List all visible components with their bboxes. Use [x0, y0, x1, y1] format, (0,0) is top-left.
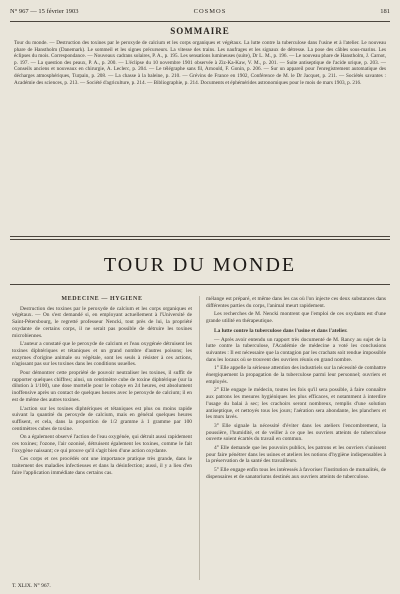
- paragraph: Les recherches de M. Nencki montrent que l'emploi de ces oxydants est d'une grande utilité en thérapeutique.: [206, 311, 386, 325]
- tour-du-monde-title: TOUR DU MONDE: [103, 254, 297, 276]
- paragraph: 4° Elle demande que les pouvoirs publics, les patrons et les ouvriers s'unissent pour faire pénétrer dans les usines et ateliers les notions d'hygiène indispensables à la préservation de la santé des travailleurs.: [206, 445, 386, 465]
- paragraph: 2° Elle engage le médecin, toutes les fois qu'il sera possible, à faire connaître aux patrons les mesures hygiéniques les plus efficaces, et notamment à interdire l'usage du balai à sec; les crachoirs seront nombreux, remplis d'une solution antiseptique, et nettoyés tous les jours; l'aération sera abondante, les planchers et les murs lavés.: [206, 387, 386, 421]
- paragraph: L'auteur a constaté que le peroxyde de calcium et l'eau oxygénée détruisent les toxines diphtériques et tétaniques et un grand nombre d'autres poisons; les enzymes d'origine animale ou végétale, sont les seuls à résister à ces actions, n'agissant pas sur les toxines dans les conditions usuelles.: [12, 341, 192, 368]
- paragraph: — Après avoir entendu un rapport très documenté de M. Rancy au sujet de la lutte contre la tuberculose, l'Académie de médecine a voté les conclusions suivantes : Il est nécessaire que la contagion par les crachats soit rendue impossible dans les locaux où se trouvent des ouvriers réunis en grand nombre.: [206, 336, 386, 363]
- page-footer: T. XLIX. N° 967.: [12, 583, 51, 589]
- column-divider: [199, 296, 200, 580]
- section-heading-medecine: MÉDECINE — HYGIÈNE: [61, 296, 143, 302]
- paragraph: L'action sur les toxines diphtériques et tétaniques est plus ou moins rapide suivant la quantité du peroxyde de calcium, mais en général quelques heures suffisent, et cela, dans la proportion de 1/2 gramme à 1 gramme par 100 centimètres cubes de toxine.: [12, 405, 192, 432]
- title-rule: [10, 284, 390, 285]
- left-column: [12, 296, 192, 580]
- header-rule: [10, 21, 390, 22]
- sommaire-body: Tour du monde. — Destruction des toxines par le peroxyde de calcium et les corps organiques et végétaux. La lutte contre la tuberculose dans l'usine et à l'atelier. Le nouveau phare de Hanstholm (Danemark). Le sommeil et les signes précurseurs. La vitesse des trains. Les naufrages et les signaux de détresse. La pose des câbles sous-marins. Les éclipses du mois. Correspondance. — Nouveaux cadrans solaires, P. A., p. 195. Les sensations lumineuses (suite), Dr L. M., p. 196. — Le nouveau phare de Hanstholm, J. Carnot, p. 197. — La question des peaux, P. A., p. 200. — L'éclipse du 10 novembre 1901 observée à Ziz-Ka-Kaw, V. M., p. 201. — Suite antiseptique de l'acide urique, p. 203. — Conseils anciens et nouveaux en chirurgie, A. Leclerc, p. 204. — Le télégraphe sans fil, Arnould, F. Gonin, p. 206. — Sur un appareil pour l'enregistrement automatique des décharges atmosphériques, Turpain, p. 208. — La chasse à la baleine, p. 210. — Grévins de France en 1902, Conférence de M. le Dr Jacquet, p. 211. — Sociétés savantes : Académie des sciences, p. 213. — Société d'agriculture, p. 214. — Bibliographie, p. 214. Documents et éphémérides astronomiques pour le mois de mars 1903, p. 216.: [14, 40, 386, 86]
- paragraph: 5° Elle engage enfin tous les intéressés à favoriser l'institution de mutualités, de dispensaires et de sanatoriums destinés aux ouvriers atteints de tuberculose.: [206, 467, 386, 480]
- paragraph: 1° Elle appelle la sérieuse attention des industriels sur la nécessité de combattre énergiquement la propagation de la tuberculose parmi leur personnel; ouvriers et employés.: [206, 365, 386, 385]
- section-rule-bottom: [10, 239, 390, 240]
- page-number: 181: [380, 8, 390, 15]
- paragraph: Pour démontrer cette propriété de pouvoir neutraliser les toxines, il suffit de rapporter quelques chiffres; ainsi, un centimètre cube de toxine diphtérique (sur la dilution à 1/100), une dose mortelle pour le cobaye en 24 heures, est absolument inoffensive après un contact de quelques heures avec le peroxyde de calcium; il en est de même des autres toxines.: [12, 370, 192, 403]
- page-header: [10, 8, 390, 20]
- paragraph: 3° Elle signale la nécessité d'éviter dans les ateliers l'encombrement, la poussière, l'humidité, et de veiller à ce que les ouvriers atteints de tuberculose ouverte soient écartés du travail en commun.: [206, 422, 386, 443]
- issue-number: N° 967 — 15 février 1903: [10, 8, 79, 15]
- right-column: [206, 296, 386, 580]
- paragraph: mélange est préparé, et même dans les cas où l'on injecte ces deux substances dans différentes parties du corps, l'animal meurt rapidement.: [206, 296, 386, 309]
- paragraph: Ces corps et ces procédés ont une importance pratique très grande, dans le traitement des maladies infectieuses et dans la désinfection; aussi, il y a lieu d'en faire l'application immédiate dans certains cas.: [12, 456, 192, 476]
- paragraph: Destruction des toxines par le peroxyde de calcium et les corps organiques et végétaux. — On s'est demandé si, en employant actuellement à l'Université de Saint-Pétersbourg, le regretté professeur Nencki, tout près de lui, la propriété oxydante de certains corps, il ne serait pas possible de détruire les toxines microbiennes.: [12, 305, 192, 339]
- paragraph: On a également observé l'action de l'eau oxygénée, qui détruit aussi rapidement ces toxines; l'ozone, l'air ozonisé, détruisent également les toxines, comme le fait l'oxygène naissant; ce qui prouve qu'il s'agit bien d'une action oxydante.: [12, 434, 192, 454]
- section-rule-top: [10, 236, 390, 237]
- journal-title: COSMOS: [193, 8, 227, 15]
- subheading-tuberculose: La lutte contre la tuberculose dans l'usine et dans l'atelier.: [214, 327, 348, 334]
- sommaire-heading: SOMMAIRE: [170, 26, 230, 36]
